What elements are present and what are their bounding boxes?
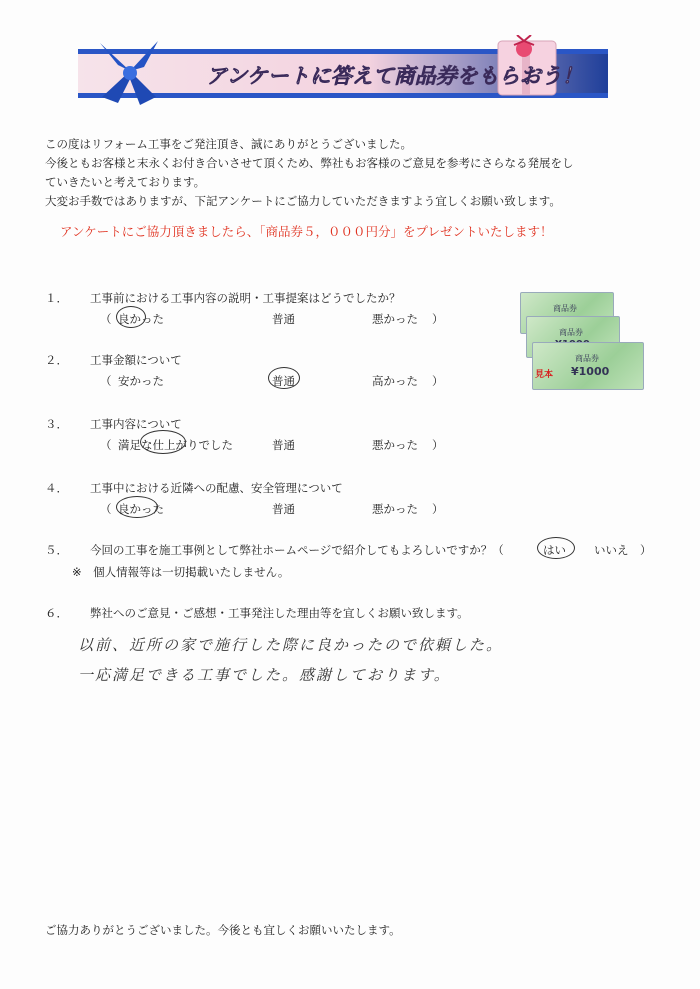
selection-circle — [140, 430, 186, 454]
handwritten-answer-line-1: 以前、近所の家で施行した際に良かったので依頼した。 — [78, 636, 504, 654]
voucher-amount: ¥1000 — [571, 365, 610, 378]
selection-circle — [116, 306, 146, 328]
gift-voucher-offer: アンケートにご協力頂きましたら、「商品券５，０００円分」をプレゼントいたします！ — [60, 224, 553, 239]
question-2-option-cheap[interactable]: 安かった — [118, 374, 164, 388]
intro-line-2: 今後ともお客様と末永くお付き合いさせて頂くため、弊社もお客様のご意見を参考にさらなる発展をし — [45, 156, 574, 170]
question-6-text: 弊社へのご意見・ご感想・工事発注した理由等を宜しくお願い致します。 — [90, 606, 469, 620]
paren-close: ） — [432, 312, 444, 326]
voucher-name: 商品券 — [553, 304, 577, 313]
paren-open: （ — [100, 374, 112, 388]
question-5-number: ５． — [45, 543, 68, 557]
paren-open: （ — [100, 312, 112, 326]
closing-thanks: ご協力ありがとうございました。今後とも宜しくお願いいたします。 — [45, 923, 401, 937]
privacy-note: ※ 個人情報等は一切掲載いたしません。 — [72, 565, 290, 579]
question-5-option-yes[interactable]: はい — [543, 543, 566, 557]
question-4-option-normal[interactable]: 普通 — [272, 502, 295, 516]
intro-line-1: この度はリフォーム工事をご発注頂き、誠にありがとうございました。 — [45, 137, 412, 151]
selection-circle — [268, 367, 300, 389]
survey-banner — [78, 35, 608, 107]
question-1-option-good[interactable]: 良かった — [118, 312, 164, 326]
question-1-option-bad[interactable]: 悪かった — [372, 312, 418, 326]
paren-open: （ — [100, 438, 112, 452]
gift-voucher-card — [532, 342, 644, 390]
question-2-option-expensive[interactable]: 高かった — [372, 374, 418, 388]
question-5-option-no[interactable]: いいえ — [594, 543, 629, 557]
question-1-text: 工事前における工事内容の説明・工事提案はどうでしたか？ — [90, 291, 401, 305]
question-5-text: 今回の工事を施工事例として弊社ホームページで紹介してもよろしいですか？（ — [90, 543, 504, 557]
handwritten-answer-line-2: 一応満足できる工事でした。感謝しております。 — [78, 666, 451, 684]
question-3-option-normal[interactable]: 普通 — [272, 438, 295, 452]
paren-open: （ — [100, 502, 112, 516]
question-2-text: 工事金額について — [90, 353, 182, 367]
question-4-option-good[interactable]: 良かった — [118, 502, 164, 516]
voucher-name: 商品券 — [559, 328, 583, 337]
selection-circle — [116, 496, 158, 518]
question-3-option-bad[interactable]: 悪かった — [372, 438, 418, 452]
question-4-number: ４． — [45, 481, 68, 495]
intro-line-3: ていきたいと考えております。 — [45, 175, 206, 189]
question-1-option-normal[interactable]: 普通 — [272, 312, 295, 326]
banner-title: アンケートに答えて商品券をもらおう！ — [206, 64, 583, 88]
question-3-option-satisfied[interactable]: 満足な仕上がりでした — [118, 438, 233, 452]
question-6-number: ６． — [45, 606, 68, 620]
paren-close: ） — [432, 374, 444, 388]
voucher-sample-mark: 見本 — [535, 370, 554, 380]
question-2-number: ２． — [45, 353, 68, 367]
paren-close: ） — [432, 438, 444, 452]
question-1-number: １． — [45, 291, 68, 305]
question-3-number: ３． — [45, 417, 68, 431]
paren-close: ） — [640, 543, 652, 557]
paren-close: ） — [432, 502, 444, 516]
intro-line-4: 大変お手数ではありますが、下記アンケートにご協力していただきますよう宜しくお願い致します。 — [45, 194, 561, 208]
voucher-name: 商品券 — [575, 354, 599, 363]
question-4-option-bad[interactable]: 悪かった — [372, 502, 418, 516]
question-4-text: 工事中における近隣への配慮、安全管理について — [90, 481, 343, 495]
question-3-text: 工事内容について — [90, 417, 182, 431]
question-2-option-normal[interactable]: 普通 — [272, 374, 295, 388]
selection-circle — [537, 537, 575, 559]
